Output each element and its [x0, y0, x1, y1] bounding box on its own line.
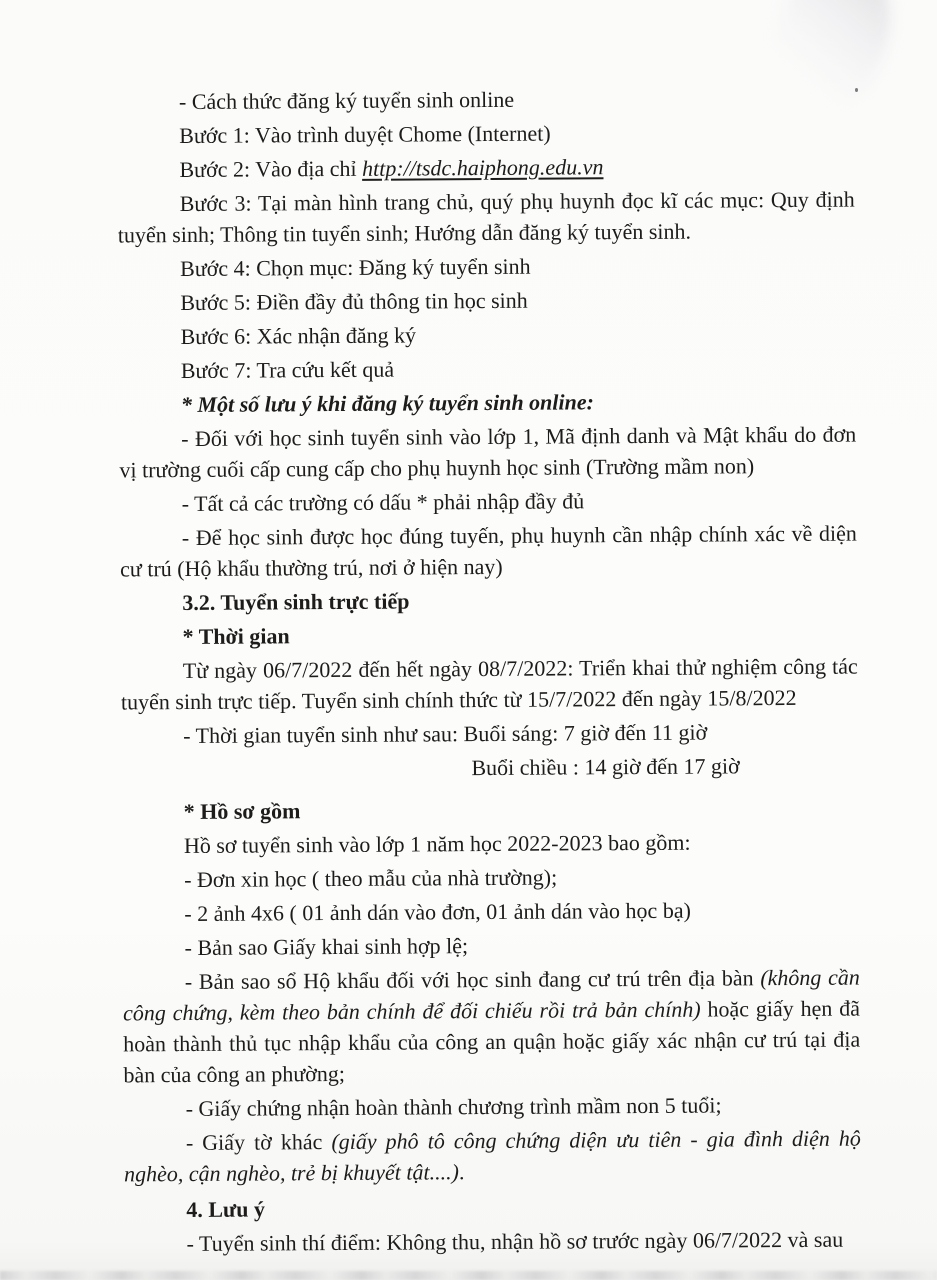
paragraph-step-1	[117, 116, 854, 152]
text-run: Bước 1: Vào trình duyệt Chome (Internet)	[179, 120, 551, 149]
text-run: Hồ sơ tuyển sinh vào lớp 1 năm học 2022-2023 bao gồm:	[183, 829, 691, 859]
paragraph-time-morning	[121, 716, 858, 752]
text-run: 4. Lưu ý	[186, 1196, 266, 1223]
paragraph-dossier-1	[122, 860, 859, 896]
paragraph-step-7	[119, 351, 856, 387]
paragraph-final-note	[124, 1224, 861, 1260]
text-run: * Thời gian	[182, 623, 290, 650]
paragraph-step-3	[118, 184, 855, 251]
document-body	[117, 82, 862, 1263]
paragraph-dossier-5	[124, 1089, 861, 1125]
text-run: Bước 5: Điền đầy đủ thông tin học sinh	[180, 287, 528, 316]
paragraph-dossier-6	[124, 1123, 861, 1190]
text-run: Buổi chiều : 14 giờ đến 17 giờ	[471, 753, 740, 781]
paragraph-dossier-heading	[122, 792, 859, 828]
paragraph-step-2	[117, 150, 854, 186]
paragraph-dossier-intro	[122, 826, 859, 862]
text-run: Bước 6: Xác nhận đăng ký	[180, 322, 417, 350]
text-run: (không cần công chứng, kèm theo bản chính để đối chiếu rồi trả bản chính)	[122, 964, 860, 1026]
paragraph-step-5	[118, 283, 855, 319]
text-run: .	[458, 1159, 465, 1185]
text-run: - Tuyển sinh thí điểm: Không thu, nhận hồ sơ trước ngày 06/7/2022 và sau	[186, 1226, 844, 1257]
paragraph-section-4	[124, 1190, 861, 1226]
paragraph-notes-heading	[119, 385, 856, 421]
text-run: * Hồ sơ gồm	[183, 798, 301, 825]
text-run: - Bản sao Giấy khai sinh hợp lệ;	[184, 933, 469, 961]
paragraph-step-4	[118, 249, 855, 285]
paragraph-time-heading	[120, 617, 857, 653]
paragraph-note-2	[120, 484, 857, 520]
paragraph-note-3	[120, 518, 857, 585]
paragraph-dossier-2	[122, 894, 859, 930]
paragraph-note-1	[119, 419, 856, 486]
paragraph-dossier-4	[123, 962, 861, 1091]
text-run: - Bản sao sổ Hộ khẩu đối với học sinh đang cư trú trên địa bàn	[184, 965, 761, 995]
text-run: Bước 7: Tra cứu kết quả	[180, 356, 395, 384]
text-run: Từ ngày 06/7/2022 đến hết ngày 08/7/2022: Triển khai thử nghiệm công tác tuyển sinh trực tiếp. Tuyển sinh chính thức từ 15/7/2022 đến ngày 15/8/2022	[120, 653, 858, 715]
text-run: - Tất cả các trường có dấu * phải nhập đầy đủ	[181, 488, 585, 517]
scan-bottom-edge-artifact	[0, 1271, 937, 1280]
text-run: - Đối với học sinh tuyển sinh vào lớp 1, Mã định danh và Mật khẩu do đơn vị trường cuối cấp cung cấp cho phụ huynh học sinh (Trường mầm non)	[119, 421, 857, 483]
paragraph-step-6	[118, 317, 855, 353]
paragraph-time-body	[121, 651, 858, 718]
text-run: - 2 ảnh 4x6 ( 01 ảnh dán vào đơn, 01 ảnh dán vào học bạ)	[184, 897, 691, 927]
text-run: Bước 3: Tại màn hình trang chủ, quý phụ huynh đọc kĩ các mục: Quy định tuyển sinh; Thông tin tuyển sinh; Hướng dẫn đăng ký tuyển sinh.	[117, 186, 855, 248]
text-run: - Để học sinh được học đúng tuyến, phụ huynh cần nhập chính xác về diện cư trú (Hộ khẩu thường trú, nơi ở hiện nay)	[120, 520, 857, 582]
paragraph-time-afternoon	[121, 750, 858, 786]
text-run: * Một số lưu ý khi đăng ký tuyển sinh online:	[180, 389, 594, 418]
text-run: - Giấy tờ khác	[185, 1129, 332, 1156]
paragraph-method-title	[117, 82, 854, 118]
text-run: - Giấy chứng nhận hoàn thành chương trình mầm non 5 tuổi;	[185, 1092, 722, 1122]
text-run: 3.2. Tuyển sinh trực tiếp	[182, 588, 410, 616]
ink-speck-artifact	[855, 88, 858, 92]
text-run: hoặc giấy hẹn đã hoàn thành thủ tục nhập khẩu của công an quận hoặc giấy xác nhận cư trú tại địa bàn của công an phường;	[123, 995, 861, 1088]
text-run: (giấy phô tô công chứng diện ưu tiên - gia đình diện hộ nghèo, cận nghèo, trẻ bị khuyết tật....)	[124, 1125, 861, 1187]
text-run: - Cách thức đăng ký tuyển sinh online	[178, 86, 515, 115]
text-run: http://tsdc.haiphong.edu.vn	[361, 154, 604, 181]
text-run: Bước 4: Chọn mục: Đăng ký tuyển sinh	[180, 253, 531, 282]
text-run: Bước 2: Vào địa chỉ	[179, 155, 363, 183]
text-run: - Đơn xin học ( theo mẫu của nhà trường);	[184, 864, 558, 893]
paragraph-dossier-3	[122, 928, 859, 964]
paragraph-section-3-2	[120, 583, 857, 619]
text-run: - Thời gian tuyển sinh như sau: Buổi sáng: 7 giờ đến 11 giờ	[183, 719, 708, 749]
